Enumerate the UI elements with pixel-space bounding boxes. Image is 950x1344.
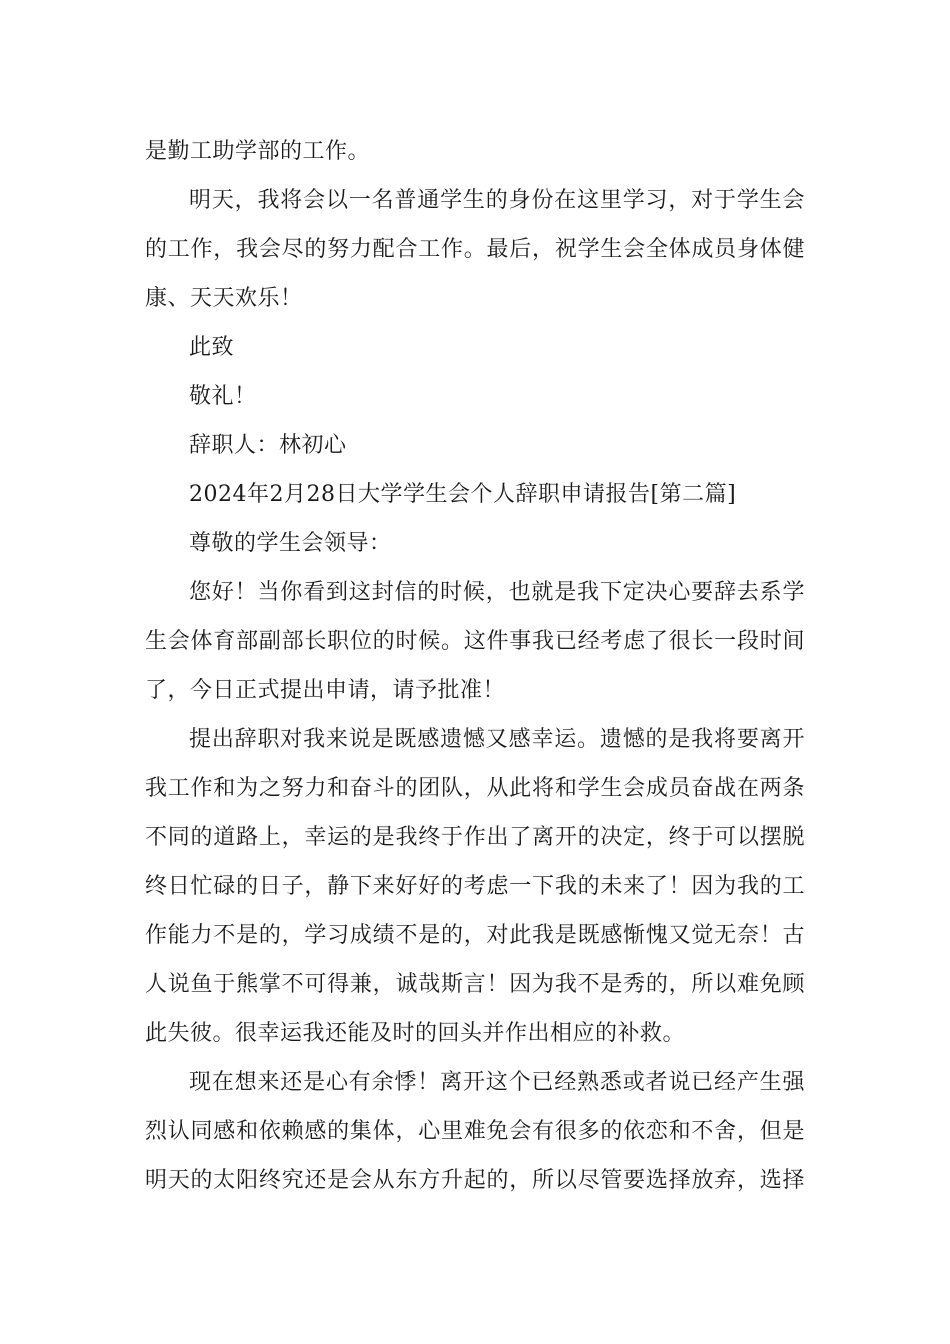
- paragraph-line: 此失彼。很幸运我还能及时的回头并作出相应的补救。: [145, 1021, 686, 1046]
- paragraph-line: 作能力不是的，学习成绩不是的，对此我是既感惭愧又觉无奈！古: [145, 923, 805, 948]
- document-body: [145, 127, 805, 1205]
- paragraph-line: 我工作和为之努力和奋斗的团队，从此将和学生会成员奋战在两条: [145, 776, 805, 801]
- paragraph-line: 您好！当你看到这封信的时候，也就是我下定决心要辞去系学: [189, 580, 805, 605]
- closing-salutation: 此致: [189, 335, 235, 360]
- closing-regards: 敬礼！: [189, 384, 257, 409]
- paragraph-line: 了，今日正式提出申请，请予批准！: [145, 678, 506, 703]
- paragraph-line: 生会体育部副部长职位的时候。这件事我已经考虑了很长一段时间: [145, 629, 805, 654]
- paragraph-line: 是勤工助学部的工作。: [145, 139, 371, 164]
- paragraph-line: 的工作，我会尽的努力配合工作。最后，祝学生会全体成员身体健: [145, 237, 805, 262]
- greeting-line: 尊敬的学生会领导：: [189, 531, 392, 556]
- paragraph-line: 提出辞职对我来说是既感遗憾又感幸运。遗憾的是我将要离开: [189, 727, 805, 752]
- paragraph-line: 康、天天欢乐！: [145, 286, 303, 311]
- paragraph-line: 烈认同感和依赖感的集体，心里难免会有很多的依恋和不舍，但是: [145, 1119, 805, 1144]
- signature-line: 辞职人：林初心: [189, 433, 347, 458]
- paragraph-line: 明天，我将会以一名普通学生的身份在这里学习，对于学生会: [189, 188, 805, 213]
- paragraph-line: 人说鱼于熊掌不可得兼，诚哉斯言！因为我不是秀的，所以难免顾: [145, 972, 805, 997]
- paragraph-line: 现在想来还是心有余悸！离开这个已经熟悉或者说已经产生强: [189, 1070, 805, 1095]
- paragraph-line: 明天的太阳终究还是会从东方升起的，所以尽管要选择放弃，选择: [145, 1168, 805, 1193]
- paragraph-line: 不同的道路上，幸运的是我终于作出了离开的决定，终于可以摆脱: [145, 825, 805, 850]
- section-title: 2024年2月28日大学学生会个人辞职申请报告[第二篇]: [189, 482, 737, 507]
- paragraph-line: 终日忙碌的日子，静下来好好的考虑一下我的未来了！因为我的工: [145, 874, 805, 899]
